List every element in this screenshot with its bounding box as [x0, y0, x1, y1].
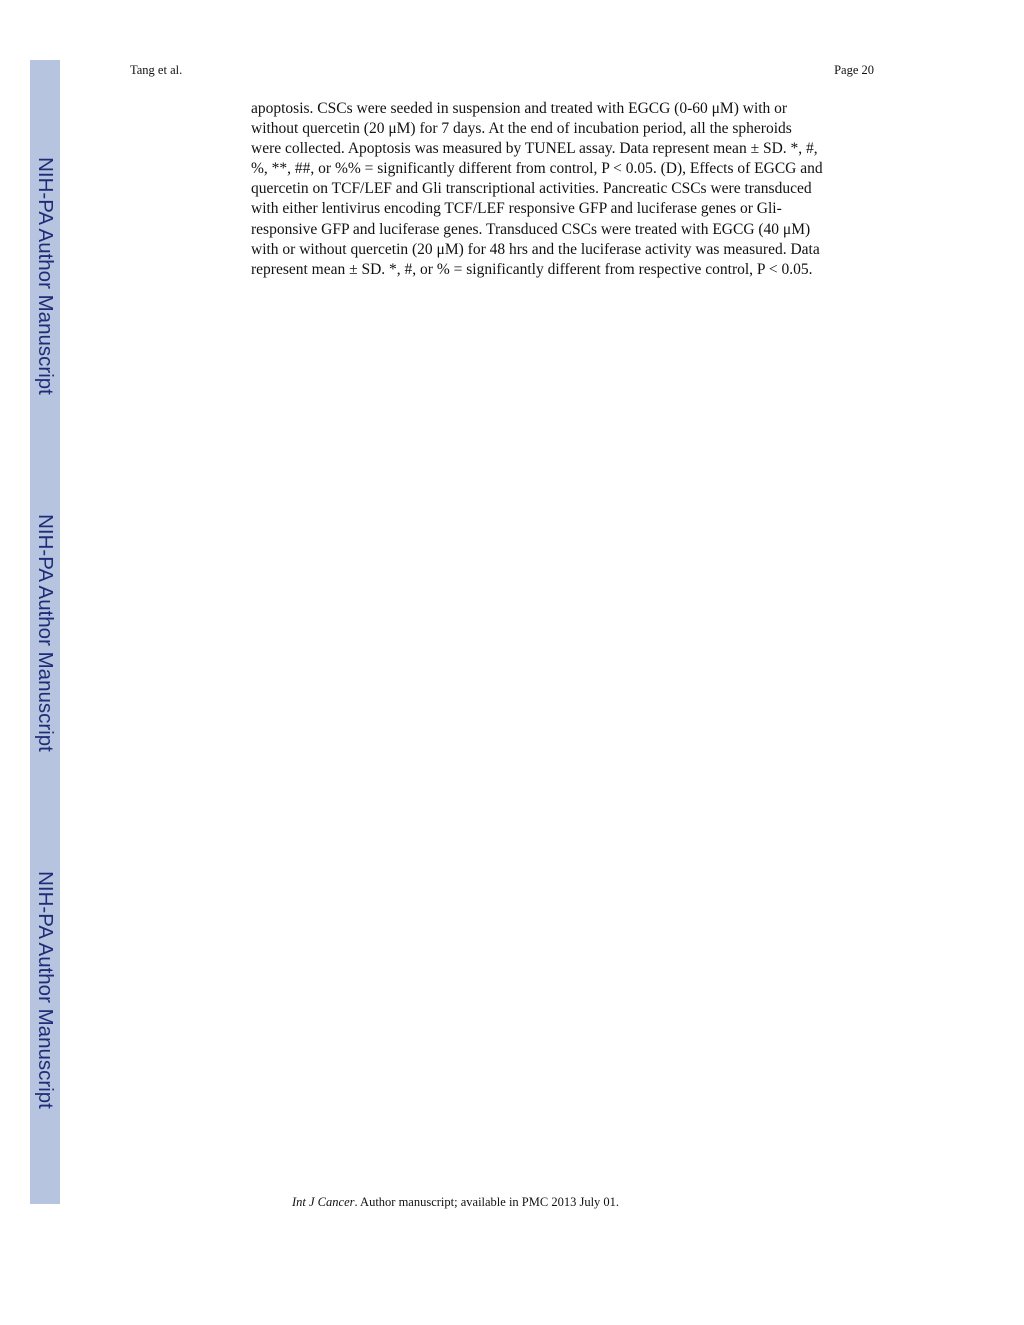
text-line: without quercetin (20 μM) for 7 days. At the end of incubation period, all the spheroids [251, 120, 792, 138]
text-line: quercetin on TCF/LEF and Gli transcriptional activities. Pancreatic CSCs were transduced [251, 180, 812, 198]
text-line: were collected. Apoptosis was measured by TUNEL assay. Data represent mean ± SD. *, #, [251, 140, 818, 158]
sidebar-label: NIH-PA Author Manuscript [34, 157, 57, 395]
sidebar-label: NIH-PA Author Manuscript [34, 871, 57, 1109]
footer-availability: . Author manuscript; available in PMC 2013 July 01. [354, 1195, 620, 1209]
running-head-author: Tang et al. [130, 63, 183, 77]
text-line: apoptosis. CSCs were seeded in suspension and treated with EGCG (0-60 μM) with or [251, 100, 788, 117]
text-line: with either lentivirus encoding TCF/LEF responsive GFP and luciferase genes or Gli- [251, 200, 782, 218]
sidebar-label: NIH-PA Author Manuscript [34, 514, 57, 752]
text-line: with or without quercetin (20 μM) for 48 hrs and the luciferase activity was measured. Data [251, 240, 820, 258]
text-line: represent mean ± SD. *, #, or % = significantly different from respective control, P < 0.05. [251, 260, 813, 278]
footer-citation [292, 1195, 619, 1210]
text-line: %, **, ##, or %% = significantly different from control, P < 0.05. (D), Effects of EGCG and [251, 160, 823, 178]
figure-legend-text [251, 99, 876, 280]
journal-name: Int J Cancer [292, 1195, 355, 1209]
text-line: responsive GFP and luciferase genes. Transduced CSCs were treated with EGCG (40 μM) [251, 220, 811, 238]
page-number: Page 20 [834, 63, 874, 77]
